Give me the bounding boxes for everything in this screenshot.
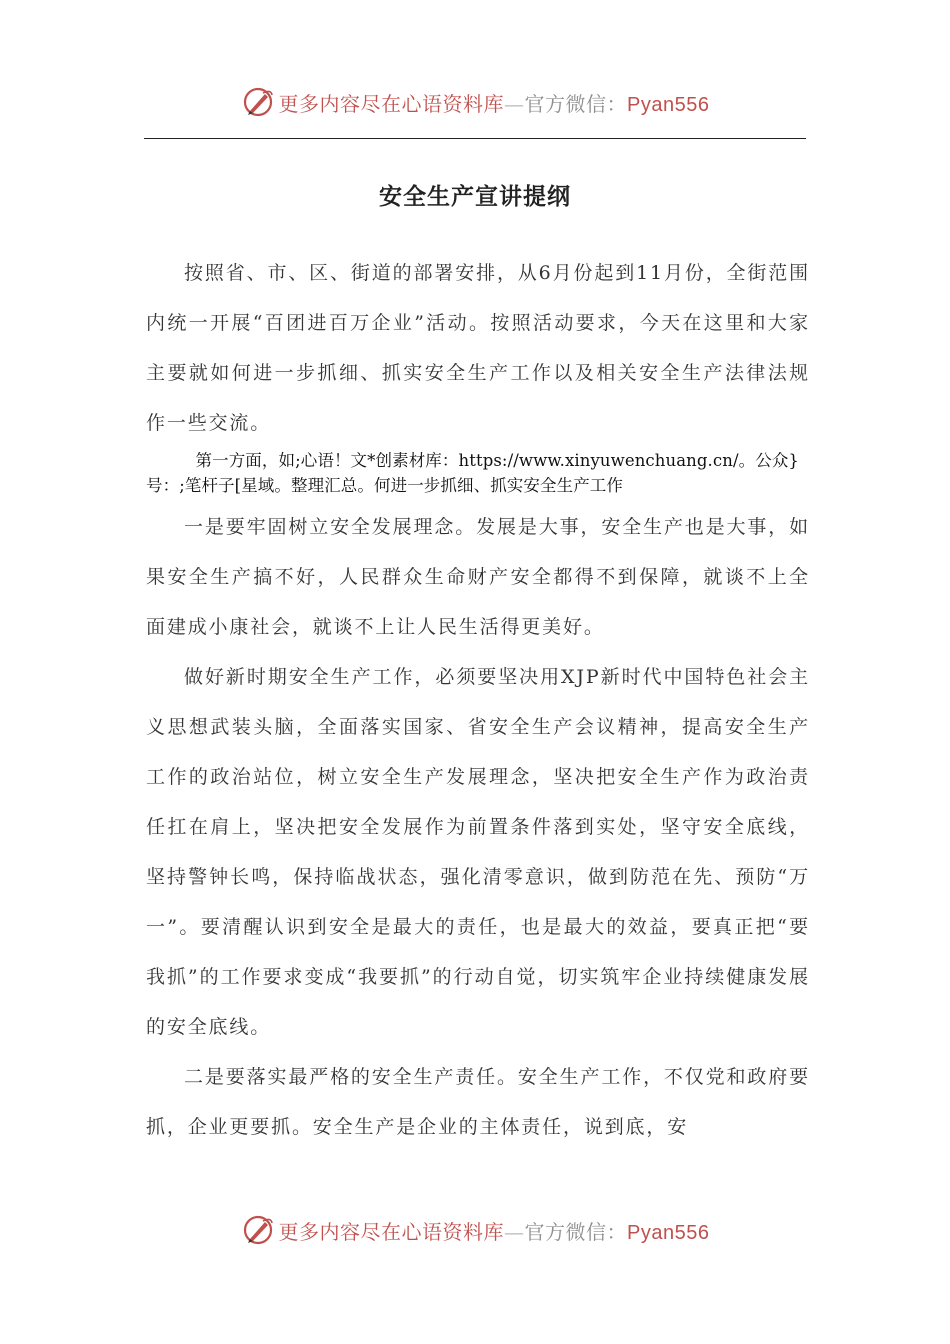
header-divider [144, 138, 806, 139]
paragraph-point-one: 一是要牢固树立安全发展理念。发展是大事，安全生产也是大事，如果安全生产搞不好，人民群众生命财产安全都得不到保障，就谈不上全面建成小康社会，就谈不上让人民生活得更美好。 [146, 516, 810, 638]
pen-logo-icon [241, 85, 275, 119]
paragraph-new-era: 做好新时期安全生产工作，必须要坚决用XJP新时代中国特色社会主义思想武装头脑，全面落实国家、省安全生产会议精神，提高安全生产工作的政治站位，树立安全生产发展理念，坚决把安全生产作为政治责任扛在肩上，坚决把安全发展作为前置条件落到实处，坚守安全底线，坚持警钟长鸣，保持临战状态，强化清零意识，做到防范在先、预防“万一”。要清醒认识到安全是最大的责任，也是最大的效益，要真正把“要我抓”的工作要求变成“我要抓”的行动自觉，切实筑牢企业持续健康发展的安全底线。 [146, 666, 810, 1038]
paragraph-intro: 按照省、市、区、街道的部署安排，从6月份起到11月份，全街范围内统一开展“百团进百万企业”活动。按照活动要求，今天在这里和大家主要就如何进一步抓细、抓实安全生产工作以及相关安全生产法律法规作一些交流。 [146, 262, 810, 434]
wechat-label: 官方微信： [524, 1219, 628, 1244]
banner-dash: — [504, 1219, 525, 1244]
banner-dash: — [504, 91, 525, 116]
wechat-account: Pyan556 [627, 1221, 710, 1244]
brand-text: 更多内容尽在心语资料库 [278, 1219, 505, 1244]
footer-banner [0, 1210, 950, 1250]
pen-logo-icon [241, 1213, 275, 1247]
header-banner-text [279, 88, 710, 117]
wechat-label: 官方微信： [524, 91, 628, 116]
brand-text: 更多内容尽在心语资料库 [278, 91, 505, 116]
header-banner [0, 82, 950, 122]
footer-banner-text [279, 1216, 710, 1245]
document-body [146, 248, 810, 1152]
paragraph-section-one-heading: 第一方面，如;心语！文*创素材库：https://www.xinyuwenchuang.cn/。公众}号：;笔杆子[星域。整理汇总。何进一步抓细、抓实安全生产工作 [146, 451, 800, 495]
wechat-account: Pyan556 [627, 93, 710, 116]
paragraph-point-two: 二是要落实最严格的安全生产责任。安全生产工作，不仅党和政府要抓，企业更要抓。安全生产是企业的主体责任，说到底，安 [146, 1066, 810, 1138]
document-title: 安全生产宣讲提纲 [379, 184, 571, 210]
